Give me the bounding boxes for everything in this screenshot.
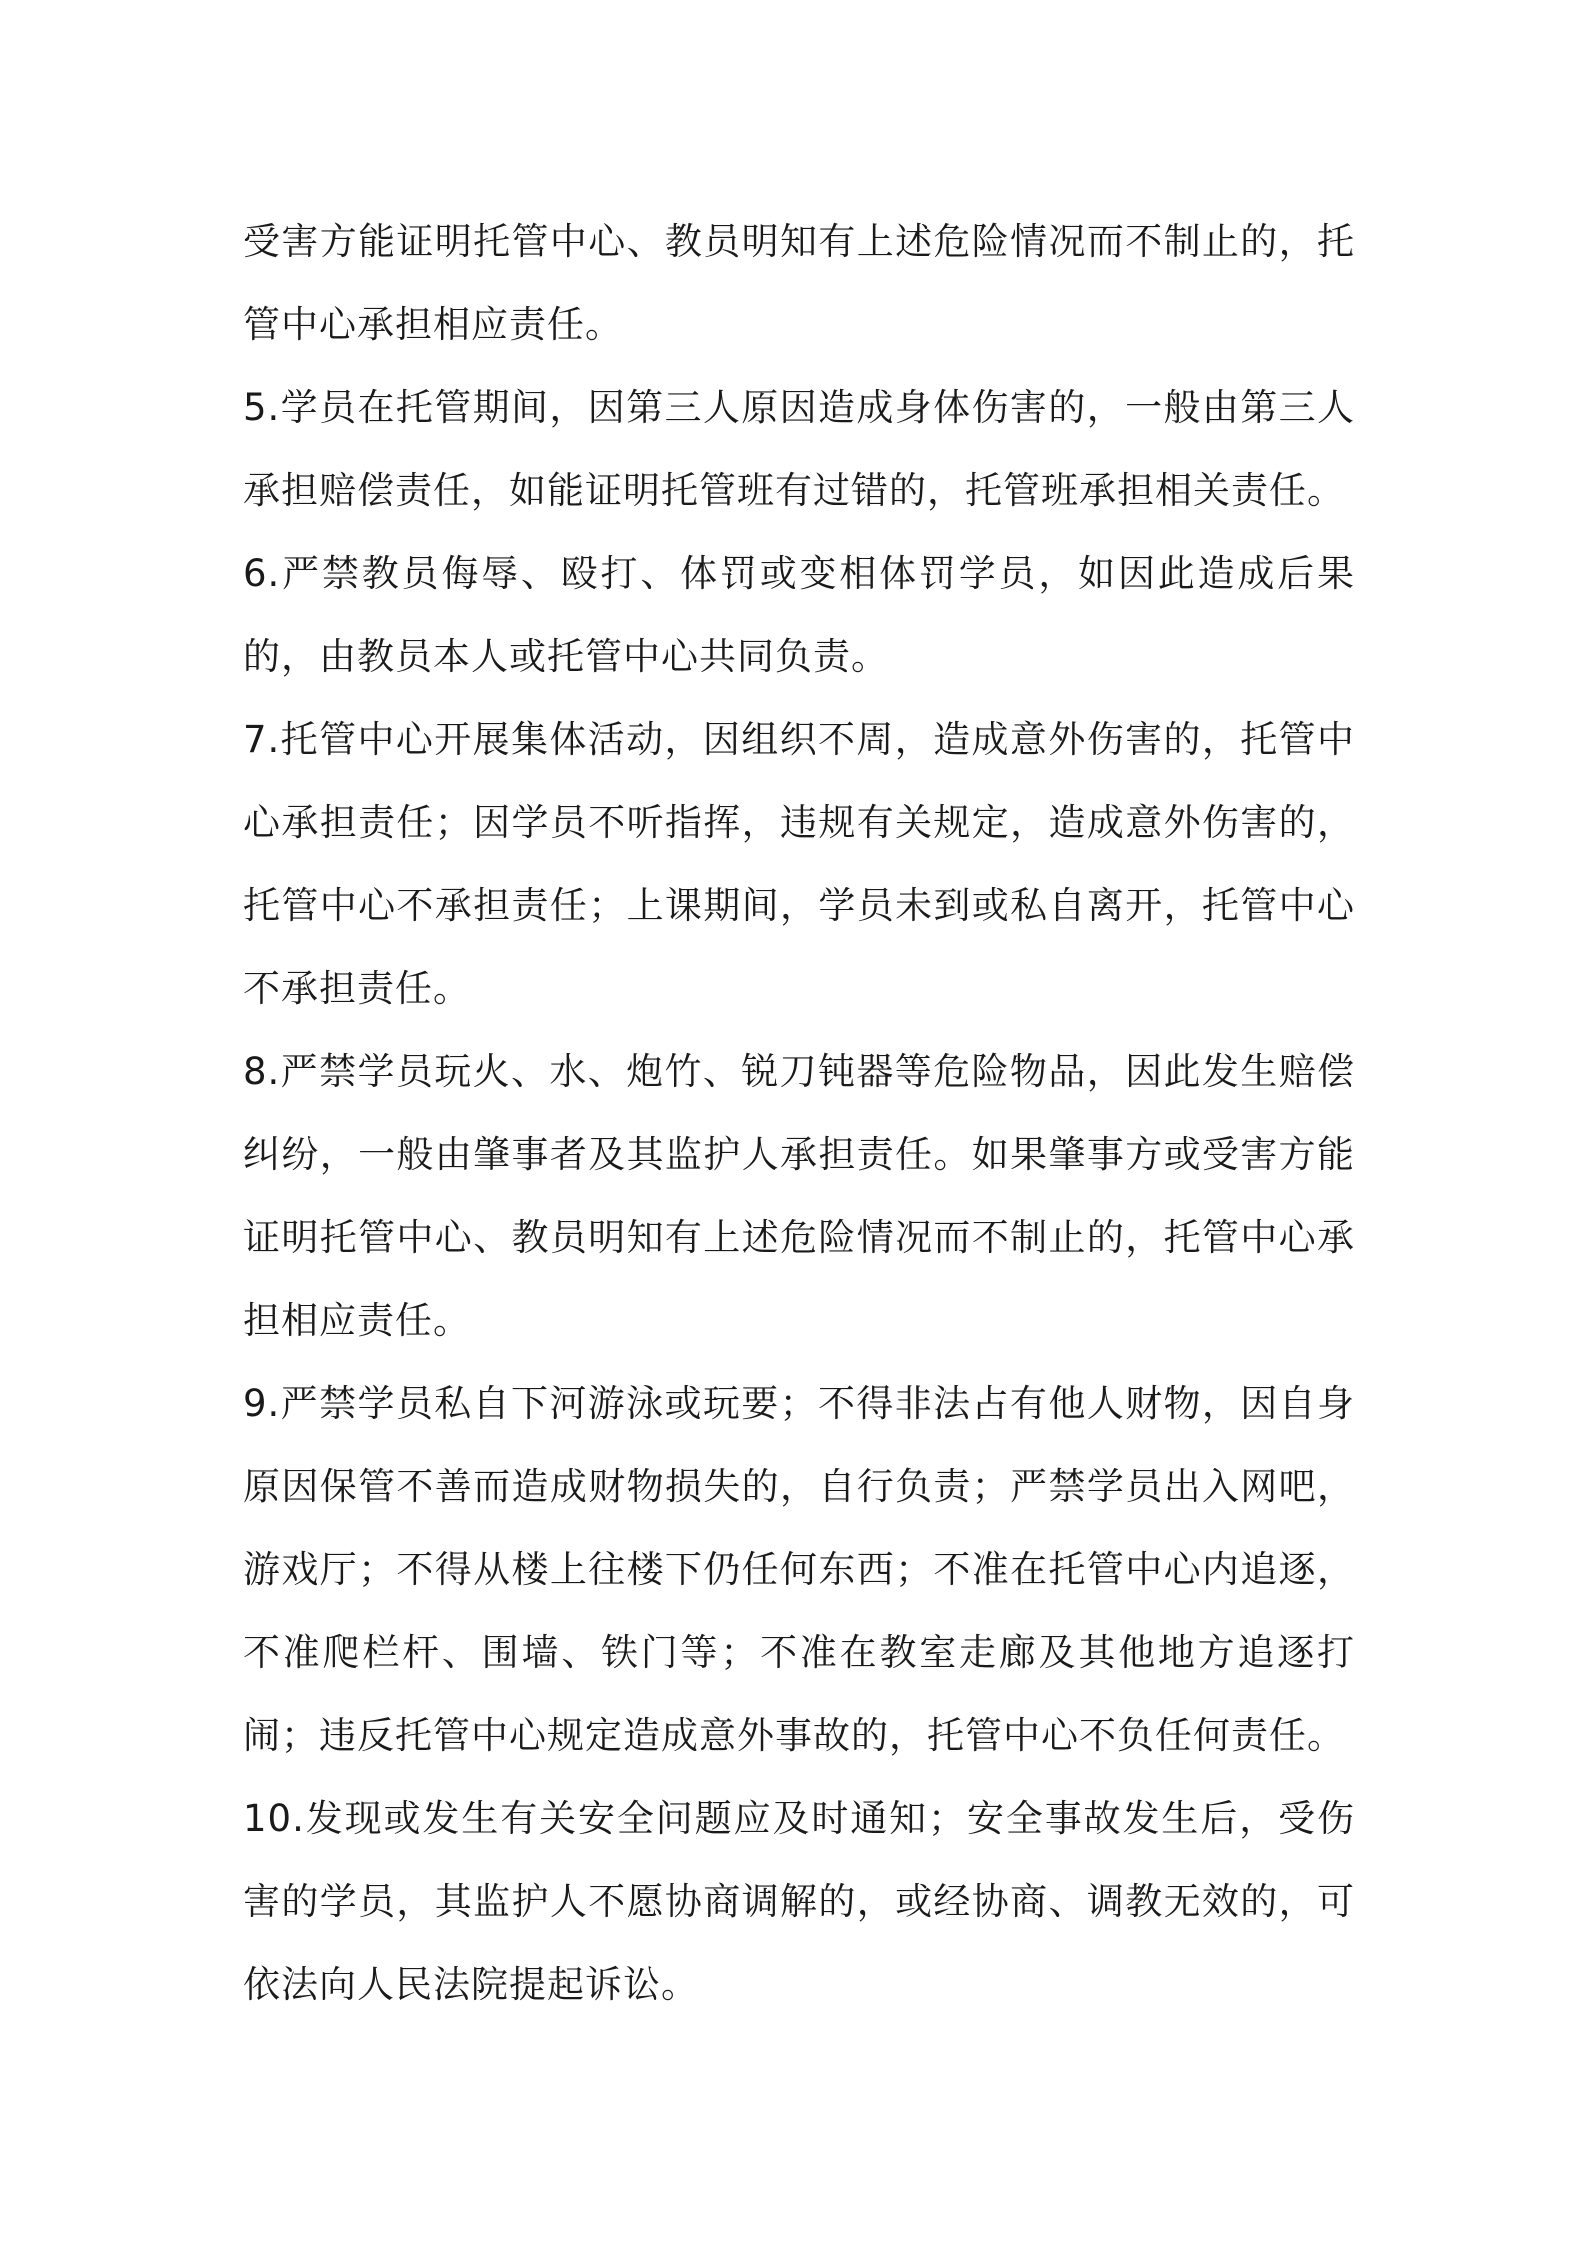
document-body xyxy=(243,200,1355,2026)
paragraph-item-5: 5.学员在托管期间，因第三人原因造成身体伤害的，一般由第三人承担赔偿责任，如能证明托管班有过错的，托管班承担相关责任。 xyxy=(243,386,1355,512)
paragraph-item-10: 10.发现或发生有关安全问题应及时通知；安全事故发生后，受伤害的学员，其监护人不愿协商调解的，或经协商、调教无效的，可依法向人民法院提起诉讼。 xyxy=(243,1797,1355,2006)
paragraph-item-6: 6.严禁教员侮辱、殴打、体罚或变相体罚学员，如因此造成后果的，由教员本人或托管中心共同负责。 xyxy=(243,552,1355,678)
paragraph-item-7: 7.托管中心开展集体活动，因组织不周，造成意外伤害的，托管中心承担责任；因学员不听指挥，违规有关规定，造成意外伤害的，托管中心不承担责任；上课期间，学员未到或私自离开，托管中心不承担责任。 xyxy=(243,718,1355,1010)
paragraph-item-8: 8.严禁学员玩火、水、炮竹、锐刀钝器等危险物品，因此发生赔偿纠纷，一般由肇事者及其监护人承担责任。如果肇事方或受害方能证明托管中心、教员明知有上述危险情况而不制止的，托管中心承担相应责任。 xyxy=(243,1050,1355,1342)
paragraph-item-9: 9.严禁学员私自下河游泳或玩要；不得非法占有他人财物，因自身原因保管不善而造成财物损失的，自行负责；严禁学员出入网吧，游戏厅；不得从楼上往楼下仍任何东西；不准在托管中心内追逐，不准爬栏杆、围墙、铁门等；不准在教室走廊及其他地方追逐打闹；违反托管中心规定造成意外事故的，托管中心不负任何责任。 xyxy=(243,1382,1355,1757)
paragraph-continuation: 受害方能证明托管中心、教员明知有上述危险情况而不制止的，托管中心承担相应责任。 xyxy=(243,220,1355,346)
